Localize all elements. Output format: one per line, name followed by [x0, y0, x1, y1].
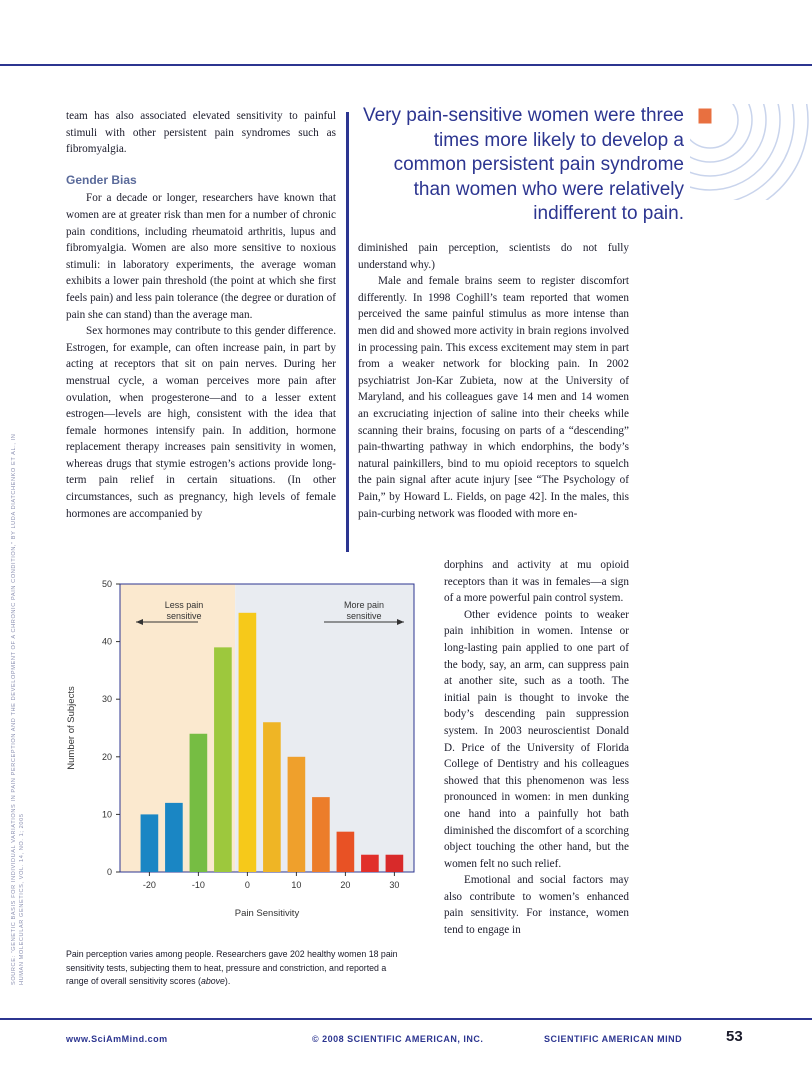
source-credit: SOURCE: “GENETIC BASIS FOR INDIVIDUAL VARIATIONS IN PAIN PERCEPTION AND THE DEVELOPMENT OF A CHRONIC PAIN CONDITION,” BY LUDA DIATCHENKO ET AL., IN HUMAN MOLECULAR GENETICS, VOL. 14, NO. 1; 2005: [11, 433, 25, 985]
footer-copyright: © 2008 SCIENTIFIC AMERICAN, INC.: [312, 1034, 484, 1044]
bar: [386, 855, 404, 872]
x-tick-label: 0: [244, 880, 250, 890]
decorative-arcs: [690, 104, 812, 200]
paragraph: Male and female brains seem to register discomfort differently. In 1998 Coghill’s team reported that women perceived the same painful stimulus as more intense than men did and showed more activity in brain regions involved in processing pain. This excess excitement may stem in part from a weaker network for blocking pain. In 2002 psychiatrist Jon-Kar Zubieta, now at the University of Maryland, and his colleagues gave 14 men and 14 women an excruciating injection of saline into their cheeks while scanning their brains, focusing on parts of a “descending” pain-thwarting pathway in which endorphins, the body’s natural painkillers, bind to mu opioid receptors to squelch the pain signal after acute injury [see “The Psychology of Pain,” by Howard L. Fields, on page 42]. In the males, this pain-curbing network was flooded with more en-: [358, 275, 629, 520]
y-tick-label: 10: [101, 809, 112, 820]
y-tick-label: 50: [101, 579, 112, 589]
subhead-gender-bias: Gender Bias: [66, 172, 137, 187]
top-rule: [0, 64, 812, 66]
x-axis-label: Pain Sensitivity: [234, 908, 300, 919]
figure-caption: [66, 948, 408, 989]
caption-text: Pain perception varies among people. Researchers gave 202 healthy women 18 pain sensitivity tests, subjecting them to heat, pressure and constriction, and reported a range of overall sensitivity scores (: [66, 949, 398, 986]
page-number: 53: [726, 1028, 743, 1045]
caption-emphasis: above: [200, 976, 225, 986]
bar: [288, 757, 306, 872]
bar: [141, 814, 159, 872]
more-sensitive-label-line1: More pain: [343, 600, 385, 610]
paragraph: Emotional and social factors may also contribute to women’s enhanced pain sensitivity. For instance, women tend to engage in: [444, 874, 629, 937]
x-tick-label: -20: [142, 880, 156, 890]
bar: [361, 855, 379, 872]
column-divider: [346, 112, 349, 552]
bar: [337, 832, 355, 872]
x-tick-label: 30: [389, 880, 400, 890]
bar: [190, 734, 208, 872]
less-sensitive-label-line2: sensitive: [166, 611, 202, 621]
bar: [312, 797, 330, 872]
footer-magazine: SCIENTIFIC AMERICAN MIND: [544, 1034, 683, 1044]
third-column: [444, 557, 629, 939]
bar: [239, 613, 257, 872]
paragraph: For a decade or longer, researchers have known that women are at greater risk than men for a number of chronic pain conditions, including rheumatoid arthritis, lupus and fibromyalgia. Women are also more sensitive to noxious stimuli: in laboratory experiments, the average woman exhibits a lower pain threshold (the point at which she first feels pain) and less pain tolerance (the degree or duration of pain she can stand) than the average man.: [66, 192, 336, 321]
x-tick-label: 10: [291, 880, 302, 890]
y-tick-label: 40: [101, 636, 112, 647]
accent-square-icon: [698, 108, 712, 124]
pain-sensitivity-chart: [62, 572, 422, 924]
footer-url[interactable]: www.SciAmMind.com: [66, 1034, 168, 1044]
pull-quote: Very pain-sensitive women were three times more likely to develop a common persistent pain syndrome than women who were relatively indifferent to pain.: [362, 105, 684, 224]
paragraph: Other evidence points to weaker pain inhibition in women. Intense or long-lasting pain applied to one part of the body, say, an arm, can suppress pain at another site, such as a tooth. The initial pain is thought to invoke the body’s descending pain suppression system. In 2003 neuroscientist Donald D. Price of the University of Florida College of Dentistry and his colleagues showed that this phenomenon was less pronounced in women: in men dunking one hand into a painfully hot bath diminished the discomfort of a scorching object touching the other hand, but the women felt no such relief.: [444, 608, 629, 870]
y-tick-label: 0: [106, 867, 112, 877]
intro-paragraph: team has also associated elevated sensitivity to painful stimuli with other persistent pain syndromes such as fibromyalgia.: [66, 110, 336, 156]
x-tick-label: 20: [340, 880, 351, 890]
footer: [0, 1031, 812, 1049]
bar: [214, 647, 232, 872]
bar: [263, 722, 281, 872]
left-column: [66, 108, 336, 522]
bottom-rule: [0, 1018, 812, 1020]
caption-tail: ).: [224, 976, 231, 986]
y-tick-label: 30: [101, 694, 112, 705]
paragraph: dorphins and activity at mu opioid receptors than it was in females—a sign of a more powerful pain control system.: [444, 559, 629, 605]
right-column: [358, 240, 629, 522]
bar: [165, 803, 183, 872]
y-tick-label: 20: [101, 751, 112, 762]
x-tick-label: -10: [191, 880, 205, 890]
y-axis-label: Number of Subjects: [66, 686, 77, 770]
paragraph: diminished pain perception, scientists do not fully understand why.): [358, 242, 629, 271]
less-sensitive-label-line1: Less pain: [164, 600, 204, 610]
more-sensitive-label-line2: sensitive: [346, 611, 382, 621]
paragraph: Sex hormones may contribute to this gender difference. Estrogen, for example, can often increase pain, in part by acting at receptors that sit on pain nerves. During her menstrual cycle, a woman perceives more pain after ovulation, when progesterone—and to a lesser extent estrogen—levels are high, consistent with the idea that female hormones intensify pain. In addition, hormone replacement therapy increases pain sensitivity in women, whereas drugs that stymie estrogen’s actions provide long-term pain relief in certain situations. (In other circumstances, such as pregnancy, high levels of female hormones are accompanied by: [66, 325, 336, 520]
